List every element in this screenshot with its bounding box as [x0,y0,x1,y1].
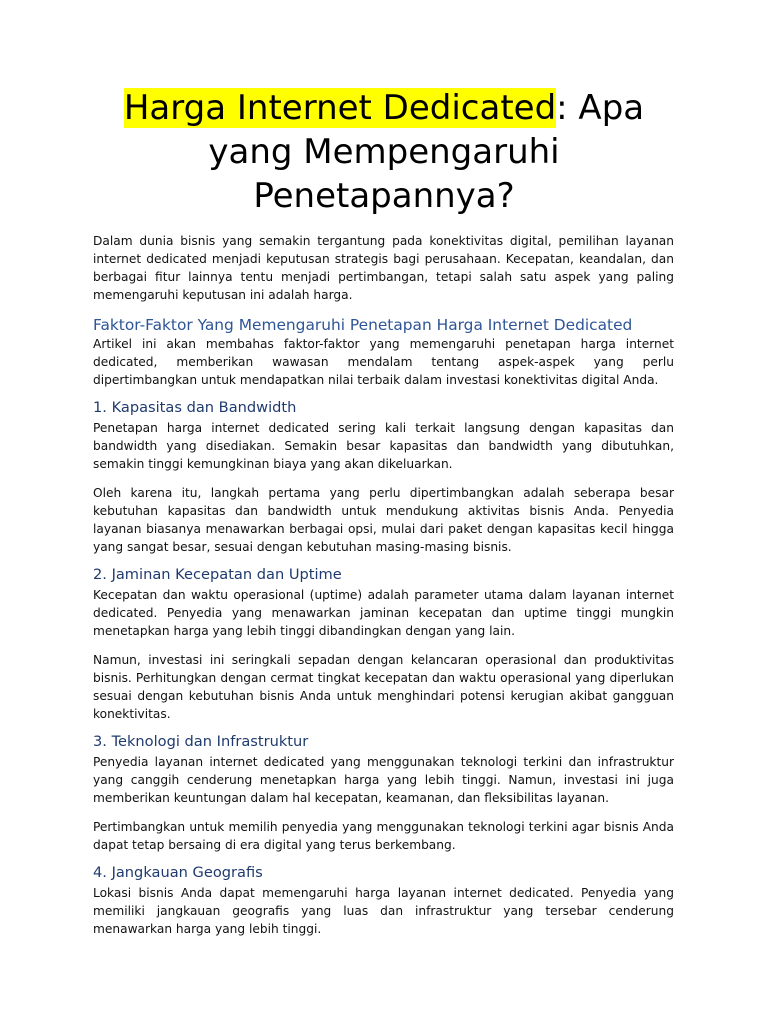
factor-3-paragraph-2: Pertimbangkan untuk memilih penyedia yang menggunakan teknologi terkini agar bisnis Anda dapat tetap bersaing di era digital yang terus berkembang. [93,820,674,852]
title-highlight: Harga Internet Dedicated [123,88,557,128]
factor-4-paragraph-1: Lokasi bisnis Anda dapat memengaruhi harga layanan internet dedicated. Penyedia yang memiliki jangkauan geografis yang luas dan infrastruktur yang tersebar cenderung menawarkan harga yang lebih tinggi. [93,886,674,936]
document-body [93,232,674,949]
factor-heading-4: 4. Jangkauan Geografis [93,864,263,881]
factor-1-paragraph-1: Penetapan harga internet dedicated sering kali terkait langsung dengan kapasitas dan bandwidth yang disediakan. Semakin besar kapasitas dan bandwidth yang dibutuhkan, semakin tinggi kemungkinan biaya yang akan dikeluarkan. [93,421,674,471]
factor-heading-1: 1. Kapasitas dan Bandwidth [93,399,297,416]
intro-paragraph: Dalam dunia bisnis yang semakin tergantung pada konektivitas digital, pemilihan layanan internet dedicated menjadi keputusan strategis bagi perusahaan. Kecepatan, keandalan, dan berbagai fitur lainnya tentu menjadi pertimbangan, tetapi salah satu aspek yang paling memengaruhi keputusan ini adalah harga. [93,234,674,302]
factor-2-paragraph-2: Namun, investasi ini seringkali sepadan dengan kelancaran operasional dan produktivitas bisnis. Perhitungkan dengan cermat tingkat kecepatan dan waktu operasional yang diperlukan sesuai dengan kebutuhan bisnis Anda untuk menghindari potensi kerugian akibat gangguan konektivitas. [93,653,674,721]
factor-heading-2: 2. Jaminan Kecepatan dan Uptime [93,566,342,583]
title-rest: : Apa yang Mempengaruhi Penetapannya? [208,88,645,216]
section-heading: Faktor-Faktor Yang Memengaruhi Penetapan Harga Internet Dedicated [93,316,633,334]
factor-heading-3: 3. Teknologi dan Infrastruktur [93,733,309,750]
factor-1-paragraph-2: Oleh karena itu, langkah pertama yang perlu dipertimbangkan adalah seberapa besar kebutuhan kapasitas dan bandwidth untuk mendukung aktivitas bisnis Anda. Penyedia layanan biasanya menawarkan berbagai opsi, mulai dari paket dengan kapasitas kecil hingga yang sangat besar, sesuai dengan kebutuhan masing-masing bisnis. [93,486,674,554]
factor-3-paragraph-1: Penyedia layanan internet dedicated yang menggunakan teknologi terkini dan infrastruktur yang canggih cenderung menetapkan harga yang lebih tinggi. Namun, investasi ini juga memberikan keuntungan dalam hal kecepatan, keamanan, dan fleksibilitas layanan. [93,755,674,805]
section-intro-paragraph: Artikel ini akan membahas faktor-faktor yang memengaruhi penetapan harga internet dedicated, memberikan wawasan mendalam tentang aspek-aspek yang perlu dipertimbangkan untuk mendapatkan nilai terbaik dalam investasi konektivitas digital Anda. [93,337,674,387]
factor-2-paragraph-1: Kecepatan dan waktu operasional (uptime) adalah parameter utama dalam layanan internet dedicated. Penyedia yang menawarkan jaminan kecepatan dan uptime tinggi mungkin menetapkan harga yang lebih tinggi dibandingkan dengan yang lain. [93,588,674,638]
page-title [90,86,678,218]
